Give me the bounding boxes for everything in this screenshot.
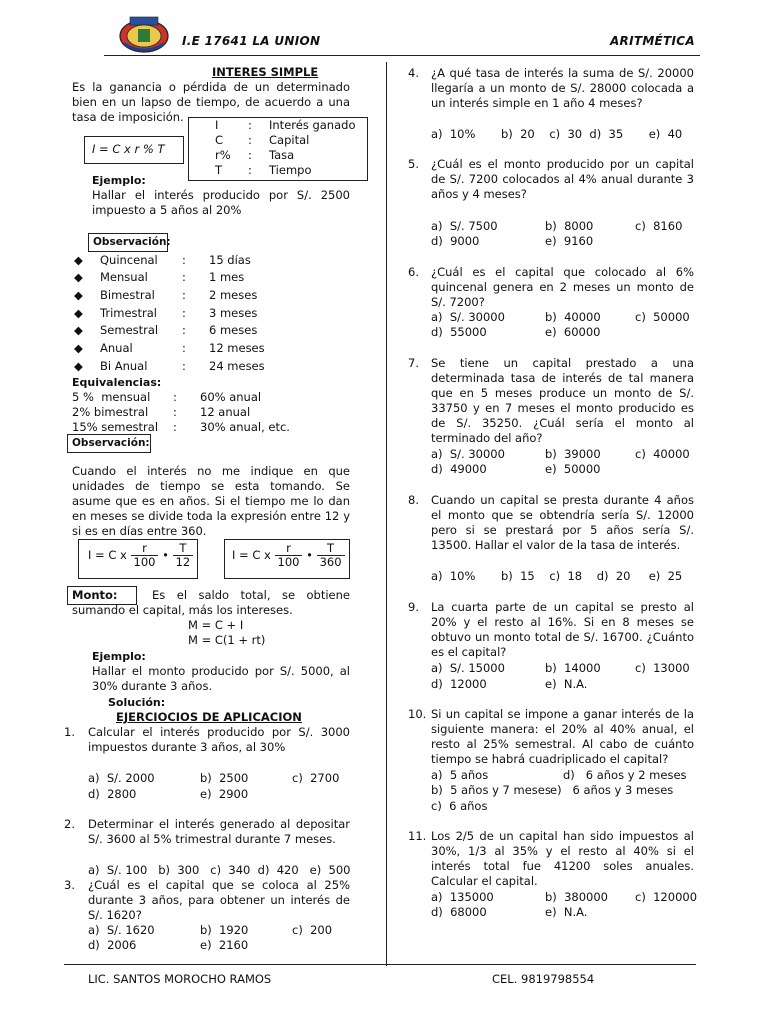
header-school: I.E 17641 LA UNION <box>182 34 321 48</box>
period-colon: : <box>182 270 186 284</box>
answer-option: c) 50000 <box>635 310 690 324</box>
answer-option: e) 9160 <box>545 234 594 248</box>
answer-option: a) S/. 2000 <box>88 771 155 785</box>
bullet-icon: ◆ <box>74 288 83 302</box>
legend-colon: : <box>248 163 252 177</box>
equiv-right: 12 anual <box>200 405 251 419</box>
period-value: 24 meses <box>209 359 265 373</box>
question-number: 10. <box>408 707 427 721</box>
answer-option: a) S/. 1620 <box>88 923 155 937</box>
question-number: 9. <box>408 600 419 614</box>
period-value: 6 meses <box>209 323 258 337</box>
formula-prefix: I = C x <box>88 548 127 562</box>
answer-options: a) 10% b) 15 c) 18 d) 20 e) 25 <box>431 569 683 583</box>
answer-option: d) 55000 <box>431 325 487 339</box>
answer-option: c) 120000 <box>635 890 698 904</box>
legend-symbol: r% <box>215 148 231 162</box>
ejemplo2-label: Ejemplo: <box>92 650 146 663</box>
equiv-colon: : <box>173 405 177 419</box>
ejercicios-title: EJERCIOCIOS DE APLICACION <box>116 710 302 724</box>
obs2-text: Cuando el interés no me indique en que unidades de tiempo se esta tomando. Se asume que es en años. Si el tiempo me lo dan en meses se divide toda la expresión entre 12 y si es en días entre 360. <box>72 464 350 538</box>
time-denominator: 360 <box>319 555 342 569</box>
monto-formula-2: M = C(1 + rt) <box>188 633 266 647</box>
period-name: Trimestral <box>100 306 158 320</box>
period-value: 3 meses <box>209 306 258 320</box>
formula-text: I = C x r % T <box>92 142 165 156</box>
legend-colon: : <box>248 148 252 162</box>
period-value: 1 mes <box>209 270 245 284</box>
equiv-colon: : <box>173 420 177 434</box>
formula-prefix: I = C x <box>232 548 271 562</box>
period-colon: : <box>182 323 186 337</box>
answer-option: d) 12000 <box>431 677 487 691</box>
period-name: Semestral <box>100 323 159 337</box>
question-text: La cuarta parte de un capital se presto al 20% y el resto al 16%. Si en 8 meses se obtuvo un monto total de S/. 16700. ¿Cuánto es el capital? <box>431 600 694 659</box>
equiv-label: Equivalencias: <box>72 376 162 389</box>
question-text: ¿A qué tasa de interés la suma de S/. 20000 llegaría a un monto de S/. 28000 colocada a un interés simple en 1 año 4 meses? <box>431 66 694 110</box>
equiv-left: 15% semestral <box>72 420 159 434</box>
question-number: 11. <box>408 829 427 843</box>
dot-operator: • <box>162 548 169 562</box>
formula-days <box>232 542 345 569</box>
ejemplo1-label: Ejemplo: <box>92 174 146 187</box>
period-colon: : <box>182 359 186 373</box>
monto-label: Monto: <box>72 588 118 602</box>
question-number: 7. <box>408 356 419 370</box>
answer-option: e) 60000 <box>545 325 601 339</box>
answer-option: a) S/. 15000 <box>431 661 505 675</box>
period-name: Bi Anual <box>100 359 148 373</box>
equiv-right: 30% anual, etc. <box>200 420 290 434</box>
period-name: Anual <box>100 341 133 355</box>
question-text: ¿Cuál es el capital que se coloca al 25% durante 3 años, para obtener un interés de S/. 1620? <box>88 878 350 922</box>
time-fraction <box>173 542 194 569</box>
legend-colon: : <box>248 118 252 132</box>
bullet-icon: ◆ <box>74 359 83 373</box>
answer-option: c) 6 años <box>431 799 488 813</box>
period-name: Quincenal <box>100 253 158 267</box>
answer-option: b) 380000 <box>545 890 608 904</box>
obs1-label: Observación: <box>93 236 171 248</box>
rate-denominator: 100 <box>133 555 156 569</box>
period-colon: : <box>182 306 186 320</box>
period-name: Bimestral <box>100 288 155 302</box>
legend-term: Tiempo <box>269 163 312 177</box>
answer-option: c) 40000 <box>635 447 690 461</box>
bullet-icon: ◆ <box>74 306 83 320</box>
rate-fraction <box>275 542 303 569</box>
question-text: Si un capital se impone a ganar interés de la siguiente manera: el 20% al 40% anual, el resto al 25% semestral. Al cabo de cuánto tiempo se habrá cuadriplicado el capital? <box>431 707 694 766</box>
obs2-label: Observación: <box>72 437 150 449</box>
answer-options: a) 10% b) 20 c) 30 d) 35 e) 40 <box>431 127 683 141</box>
question-number: 8. <box>408 493 419 507</box>
time-denominator: 12 <box>175 555 191 569</box>
time-numerator: T <box>173 542 194 556</box>
answer-option: c) 200 <box>292 923 333 937</box>
answer-option: c) 13000 <box>635 661 690 675</box>
answer-option: d) 68000 <box>431 905 487 919</box>
bullet-icon: ◆ <box>74 323 83 337</box>
question-number: 2. <box>64 817 75 831</box>
answer-option: b) 1920 <box>200 923 249 937</box>
bullet-icon: ◆ <box>74 253 83 267</box>
question-number: 5. <box>408 157 419 171</box>
answer-option: e) 6 años y 3 meses <box>550 783 674 797</box>
question-number: 4. <box>408 66 419 80</box>
period-name: Mensual <box>100 270 148 284</box>
period-colon: : <box>182 288 186 302</box>
answer-option: e) N.A. <box>545 905 588 919</box>
answer-option: d) 6 años y 2 meses <box>563 768 687 782</box>
answer-option: c) 2700 <box>292 771 340 785</box>
answer-option: b) 40000 <box>545 310 601 324</box>
question-text: Cuando un capital se presta durante 4 años el monto que se obtendría sería S/. 12000 pero si se prestará por 5 años sería S/. 13500. Hallar el valor de la tasa de interés. <box>431 493 694 552</box>
question-text: Calcular el interés producido por S/. 3000 impuestos durante 3 años, al 30% <box>88 725 350 754</box>
monto-formula-1: M = C + I <box>188 618 244 632</box>
question-text: Los 2/5 de un capital han sido impuestos al 30%, 1/3 al 35% y el resto al 40% si el interés total fue 41200 soles anuales. Calcular el capital. <box>431 829 694 888</box>
question-text: ¿Cuál es el capital que colocado al 6% quincenal genera en 2 meses un monto de S/. 7200? <box>431 265 694 309</box>
legend-term: Tasa <box>269 148 295 162</box>
footer-phone: CEL. 9819798554 <box>492 972 595 986</box>
bullet-icon: ◆ <box>74 341 83 355</box>
school-crest <box>118 14 170 54</box>
question-number: 6. <box>408 265 419 279</box>
time-fraction <box>317 542 345 569</box>
answer-option: e) 50000 <box>545 462 601 476</box>
answer-option: d) 2800 <box>88 787 137 801</box>
answer-option: d) 9000 <box>431 234 480 248</box>
answer-options: a) S/. 100 b) 300 c) 340 d) 420 e) 500 <box>88 863 351 877</box>
footer-teacher: LIC. SANTOS MOROCHO RAMOS <box>88 972 272 986</box>
answer-option: b) 2500 <box>200 771 249 785</box>
question-text: Se tiene un capital prestado a una determinada tasa de interés de tal manera que en 5 meses produce un monto de S/. 33750 y en 7 meses el monto producido es de S/. 35250. ¿Cuál sería el monto al terminado del año? <box>431 356 694 445</box>
answer-option: a) S/. 30000 <box>431 310 505 324</box>
header-subject: ARITMÉTICA <box>609 34 695 48</box>
question-number: 1. <box>64 725 75 739</box>
period-value: 12 meses <box>209 341 265 355</box>
answer-option: d) 49000 <box>431 462 487 476</box>
solucion-label: Solución: <box>108 696 166 709</box>
monto-text-1: Es el saldo total, se obtiene <box>152 588 350 602</box>
equiv-left: 5 % mensual <box>72 390 151 404</box>
answer-option: a) 135000 <box>431 890 494 904</box>
period-value: 2 meses <box>209 288 258 302</box>
answer-option: b) 14000 <box>545 661 601 675</box>
legend-symbol: T <box>215 163 223 177</box>
equiv-left: 2% bimestral <box>72 405 149 419</box>
answer-option: e) 2900 <box>200 787 249 801</box>
answer-option: c) 8160 <box>635 219 683 233</box>
header-rule <box>104 55 700 56</box>
legend-term: Capital <box>269 133 310 147</box>
legend-term: Interés ganado <box>269 118 356 132</box>
bullet-icon: ◆ <box>74 270 83 284</box>
question-text: ¿Cuál es el monto producido por un capital de S/. 7200 colocados al 4% anual durante 3 años y 4 meses? <box>431 157 694 201</box>
question-text: Determinar el interés generado al depositar S/. 3600 al 5% trimestral durante 7 meses. <box>88 817 350 846</box>
legend-colon: : <box>248 133 252 147</box>
answer-option: d) 2006 <box>88 938 137 952</box>
answer-option: e) 2160 <box>200 938 249 952</box>
answer-option: a) S/. 30000 <box>431 447 505 461</box>
legend-symbol: C <box>215 133 224 147</box>
answer-option: e) N.A. <box>545 677 588 691</box>
period-colon: : <box>182 341 186 355</box>
footer-rule <box>64 964 696 965</box>
formula-months <box>88 542 193 569</box>
answer-option: a) 5 años <box>431 768 489 782</box>
section-title: INTERES SIMPLE <box>212 65 319 79</box>
monto-text-2: sumando el capital, más los intereses. <box>72 603 293 617</box>
ejemplo2-text: Hallar el monto producido por S/. 5000, al 30% durante 3 años. <box>92 664 350 693</box>
ejemplo1-text: Hallar el interés producido por S/. 2500 impuesto a 5 años al 20% <box>92 188 350 217</box>
legend-symbol: I <box>215 118 219 132</box>
answer-option: b) 5 años y 7 meses <box>431 783 551 797</box>
answer-option: b) 39000 <box>545 447 601 461</box>
time-numerator: T <box>317 542 345 556</box>
intro-text: Es la ganancia o pérdida de un determinado bien en un lapso de tiempo, de acuerdo a una tasa de imposición. <box>72 80 350 124</box>
period-colon: : <box>182 253 186 267</box>
rate-numerator: r <box>275 542 303 556</box>
equiv-right: 60% anual <box>200 390 262 404</box>
answer-option: b) 8000 <box>545 219 594 233</box>
column-divider <box>386 62 387 966</box>
rate-denominator: 100 <box>277 555 300 569</box>
equiv-colon: : <box>173 390 177 404</box>
rate-numerator: r <box>131 542 159 556</box>
dot-operator: • <box>306 548 313 562</box>
question-number: 3. <box>64 878 75 892</box>
answer-option: a) S/. 7500 <box>431 219 498 233</box>
rate-fraction <box>131 542 159 569</box>
period-value: 15 días <box>209 253 251 267</box>
